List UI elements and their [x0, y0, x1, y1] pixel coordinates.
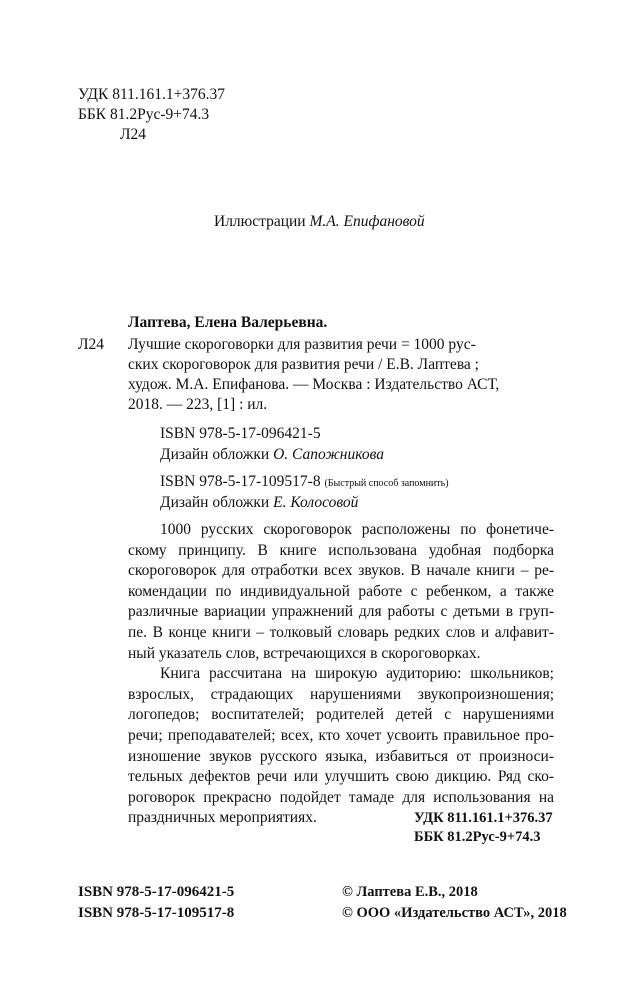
cover-design-credit: [160, 493, 449, 514]
isbn-number: ISBN 978-5-17-096421-5: [160, 425, 321, 442]
illustrations-label: Иллюстрации: [214, 213, 306, 230]
bbk-code: ББК 81.2Рус-9+74.3: [414, 829, 541, 845]
author-heading: Лаптева, Елена Валерьевна.: [128, 314, 328, 331]
description-line: ских скороговорок для развития речи / Е.В. Лаптева ;: [128, 356, 479, 373]
cover-designer-name: О. Сапожникова: [273, 446, 385, 463]
isbn-list-bottom: [78, 882, 234, 924]
udk-code: УДК 811.161.1+376.37: [78, 86, 225, 103]
cover-design-credit: [160, 445, 384, 466]
record-sign: Л24: [78, 336, 105, 353]
isbn-block-1: [160, 424, 384, 466]
cover-design-label: Дизайн обложки: [160, 494, 270, 511]
isbn-number: ISBN 978-5-17-109517-8: [160, 473, 321, 490]
annotation-line: взрослых, страдающих нарушениями звукопроизношения;: [128, 685, 554, 703]
classification-codes-bottom: [414, 808, 553, 846]
isbn-number: ISBN 978-5-17-109517-8: [78, 905, 235, 921]
annotation-line: скороговорок для отработки всех звуков. В начале книги – ре-: [128, 562, 554, 580]
copyright-line: © Лаптева Е.В., 2018: [342, 884, 478, 900]
illustrations-credit: [214, 212, 425, 232]
description-line: Лучшие скороговорки для развития речи = 1000 рус-: [128, 336, 476, 353]
annotation-line: праздничных мероприятиях.: [128, 809, 317, 827]
annotation-line: скому принципу. В книге использована удобная подборка: [128, 541, 554, 559]
annotation-line: роговорок прекрасно подойдет тамаде для использования на: [128, 788, 554, 806]
description-line: 2018. — 223, [1] : ил.: [128, 396, 268, 413]
description-line: худож. М.А. Епифанова. — Москва : Издательство АСТ,: [128, 376, 500, 393]
annotation-line: ный указатель слов, встречающихся в скороговорках.: [128, 644, 481, 662]
illustrator-name: М.А. Епифановой: [309, 213, 425, 230]
copyright-notice: [342, 882, 567, 924]
annotation-line: логопедов; воспитателей; родителей детей с нарушениями: [128, 706, 554, 724]
udk-code: УДК 811.161.1+376.37: [414, 810, 553, 826]
annotation-line: пе. В конце книги – толковый словарь редких слов и алфавит-: [128, 623, 554, 641]
annotation-line: 1000 русских скороговорок расположены по фонетиче-: [160, 521, 554, 538]
annotation: [128, 520, 554, 829]
annotation-line: Книга рассчитана на широкую аудиторию: школьников;: [160, 665, 554, 683]
classification-codes-top: [78, 85, 225, 145]
copyright-line: © ООО «Издательство АСТ», 2018: [342, 905, 567, 921]
cover-designer-name: Е. Колосовой: [273, 494, 359, 511]
annotation-line: изношение звуков русского языка, избавиться от произноси-: [128, 747, 554, 765]
annotation-line: различные вариации упражнений для работы с детьми в груп-: [128, 603, 554, 621]
bbk-code: ББК 81.2Рус-9+74.3: [78, 106, 210, 123]
author-sign: Л24: [120, 126, 147, 143]
cover-design-label: Дизайн обложки: [160, 446, 270, 463]
annotation-line: речи; преподавателей; всех, кто хочет усвоить правильное про-: [128, 726, 554, 744]
isbn-number: ISBN 978-5-17-096421-5: [78, 884, 235, 900]
annotation-line: тельных дефектов речи или улучшить свою дикцию. Ряд ско-: [128, 768, 554, 786]
isbn-line: [160, 472, 449, 493]
isbn-block-2: [160, 472, 449, 514]
annotation-line: комендации по индивидуальной работе с ребенком, а также: [128, 582, 554, 600]
isbn-note: (Быстрый способ запомнить): [324, 478, 449, 489]
bibliographic-description: [128, 335, 554, 415]
